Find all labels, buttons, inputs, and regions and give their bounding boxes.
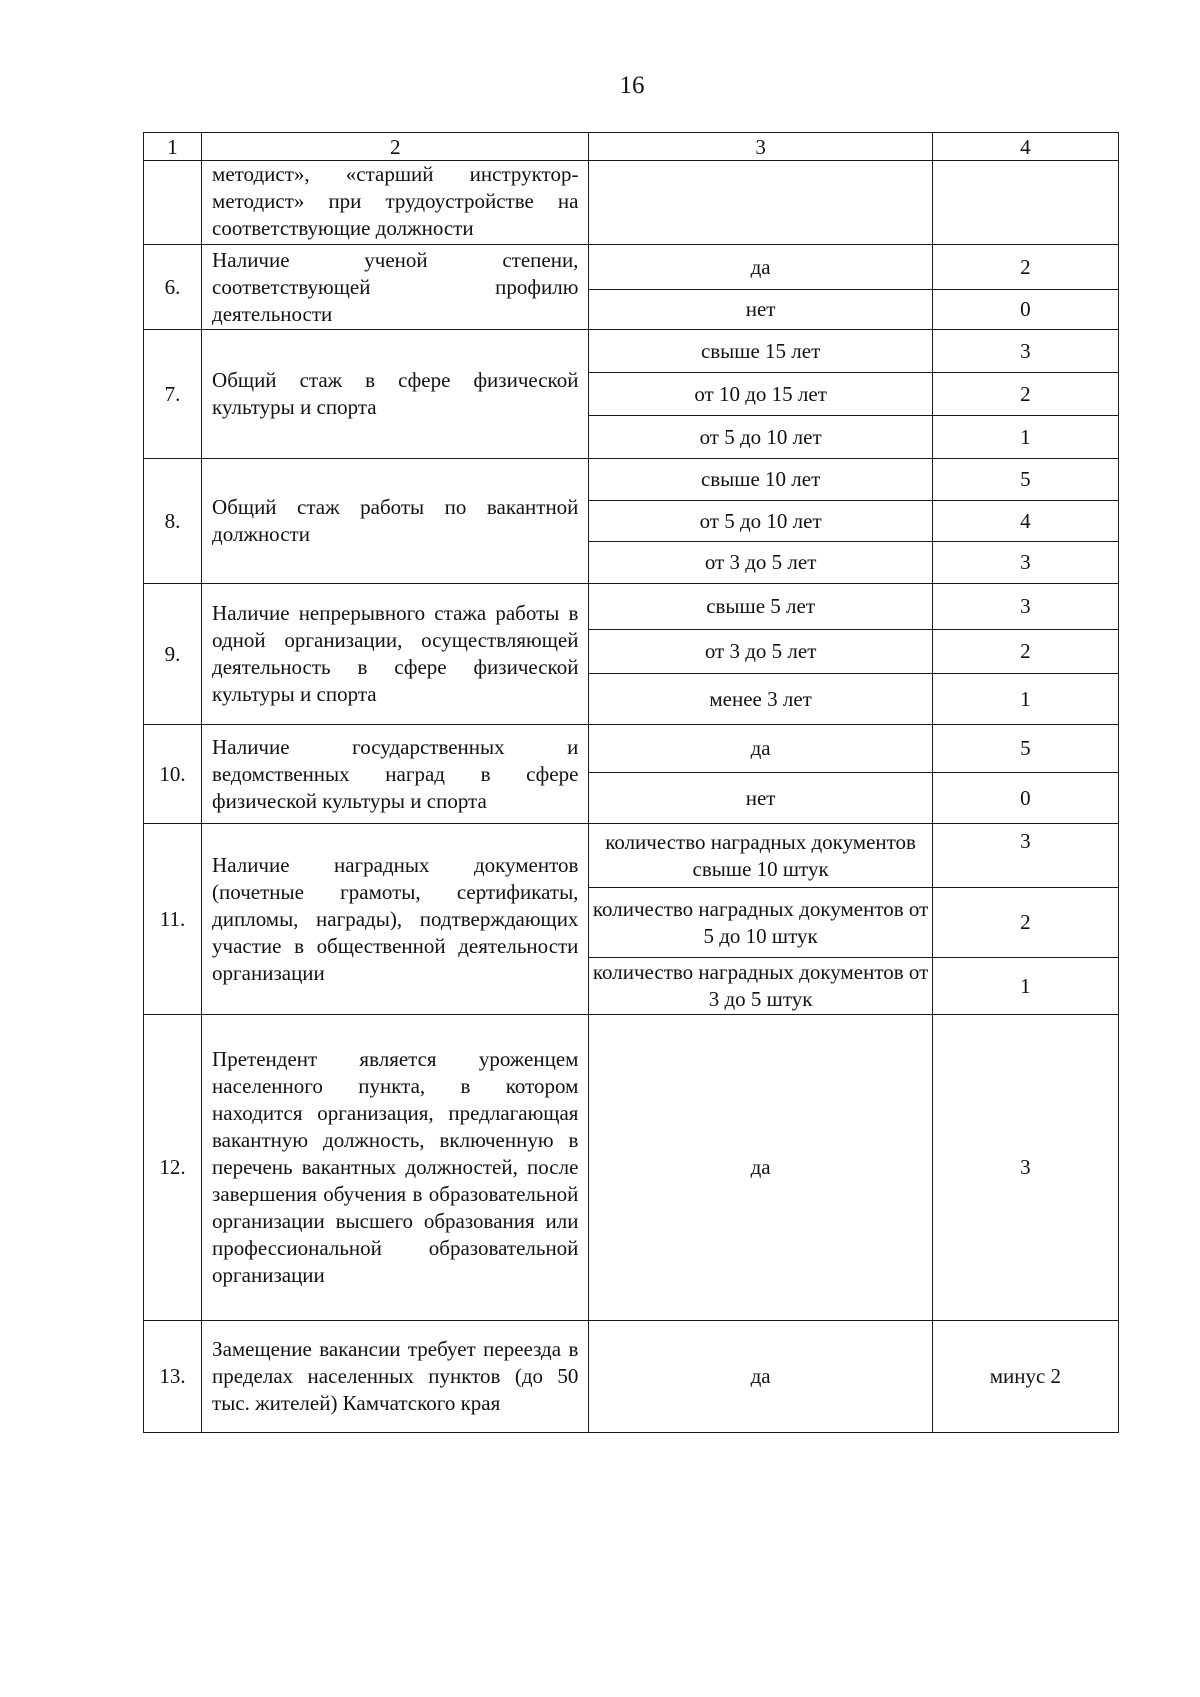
points-value: 5 — [932, 725, 1118, 773]
option-value: количество наградных документов от 5 до 10 штук — [589, 888, 932, 958]
points-value: 2 — [932, 888, 1118, 958]
table-row — [144, 245, 1119, 290]
points-value: 3 — [932, 584, 1118, 630]
option-value: свыше 10 лет — [589, 459, 932, 501]
points-value: 3 — [932, 824, 1118, 888]
row-number: 6. — [144, 245, 202, 330]
table-row — [144, 1321, 1119, 1433]
option-value: свыше 15 лет — [589, 330, 932, 373]
criterion-text: Наличие ученой степени, соответствующей профилю деятельности — [202, 245, 589, 330]
row-number: 10. — [144, 725, 202, 824]
table-row — [144, 824, 1119, 888]
option-value — [589, 161, 932, 245]
criterion-text: методист», «старший инструктор-методист» при трудоустройстве на соответствующие должности — [202, 161, 589, 245]
points-value: 2 — [932, 373, 1118, 416]
points-value — [932, 161, 1118, 245]
option-value: от 10 до 15 лет — [589, 373, 932, 416]
page-number: 16 — [619, 72, 645, 99]
points-value: 5 — [932, 459, 1118, 501]
table-row — [144, 161, 1119, 245]
row-number: 8. — [144, 459, 202, 584]
column-header: 2 — [202, 133, 589, 161]
row-number: 13. — [144, 1321, 202, 1433]
table-header-row — [144, 133, 1119, 161]
criteria-table — [143, 132, 1119, 1433]
row-number: 11. — [144, 824, 202, 1015]
criterion-text: Общий стаж в сфере физической культуры и спорта — [202, 330, 589, 459]
points-value: минус 2 — [932, 1321, 1118, 1433]
row-number: 7. — [144, 330, 202, 459]
points-value: 1 — [932, 674, 1118, 725]
table-row — [144, 330, 1119, 373]
table-row — [144, 1015, 1119, 1321]
row-number: 12. — [144, 1015, 202, 1321]
option-value: менее 3 лет — [589, 674, 932, 725]
option-value: количество наградных документов от 3 до 5 штук — [589, 958, 932, 1015]
row-number — [144, 161, 202, 245]
points-value: 0 — [932, 773, 1118, 824]
row-number: 9. — [144, 584, 202, 725]
option-value: свыше 5 лет — [589, 584, 932, 630]
option-value: нет — [589, 290, 932, 330]
table-row — [144, 459, 1119, 501]
criterion-text: Претендент является уроженцем населенного пункта, в котором находится организация, предлагающая вакантную должность, включенную в перечень вакантных должностей, после завершения обучения в образовательной организации высшего образования или профессиональной образовательной организации — [202, 1015, 589, 1321]
option-value: от 3 до 5 лет — [589, 542, 932, 584]
option-value: нет — [589, 773, 932, 824]
points-value: 3 — [932, 330, 1118, 373]
points-value: 4 — [932, 501, 1118, 542]
option-value: от 5 до 10 лет — [589, 501, 932, 542]
points-value: 2 — [932, 245, 1118, 290]
option-value: от 3 до 5 лет — [589, 630, 932, 674]
table-row — [144, 584, 1119, 630]
option-value: да — [589, 245, 932, 290]
points-value: 3 — [932, 1015, 1118, 1321]
points-value: 1 — [932, 958, 1118, 1015]
points-value: 0 — [932, 290, 1118, 330]
criterion-text: Наличие наградных документов (почетные грамоты, сертификаты, дипломы, награды), подтверждающих участие в общественной деятельности организации — [202, 824, 589, 1015]
option-value: от 5 до 10 лет — [589, 416, 932, 459]
option-value: да — [589, 1321, 932, 1433]
points-value: 3 — [932, 542, 1118, 584]
column-header: 3 — [589, 133, 932, 161]
points-value: 2 — [932, 630, 1118, 674]
option-value: да — [589, 725, 932, 773]
table-row — [144, 725, 1119, 773]
criterion-text: Наличие государственных и ведомственных наград в сфере физической культуры и спорта — [202, 725, 589, 824]
column-header: 4 — [932, 133, 1118, 161]
points-value: 1 — [932, 416, 1118, 459]
option-value: количество наградных документов свыше 10 штук — [589, 824, 932, 888]
criterion-text: Общий стаж работы по вакантной должности — [202, 459, 589, 584]
criterion-text: Наличие непрерывного стажа работы в одной организации, осуществляющей деятельность в сфере физической культуры и спорта — [202, 584, 589, 725]
option-value: да — [589, 1015, 932, 1321]
column-header: 1 — [144, 133, 202, 161]
criterion-text: Замещение вакансии требует переезда в пределах населенных пунктов (до 50 тыс. жителей) Камчатского края — [202, 1321, 589, 1433]
